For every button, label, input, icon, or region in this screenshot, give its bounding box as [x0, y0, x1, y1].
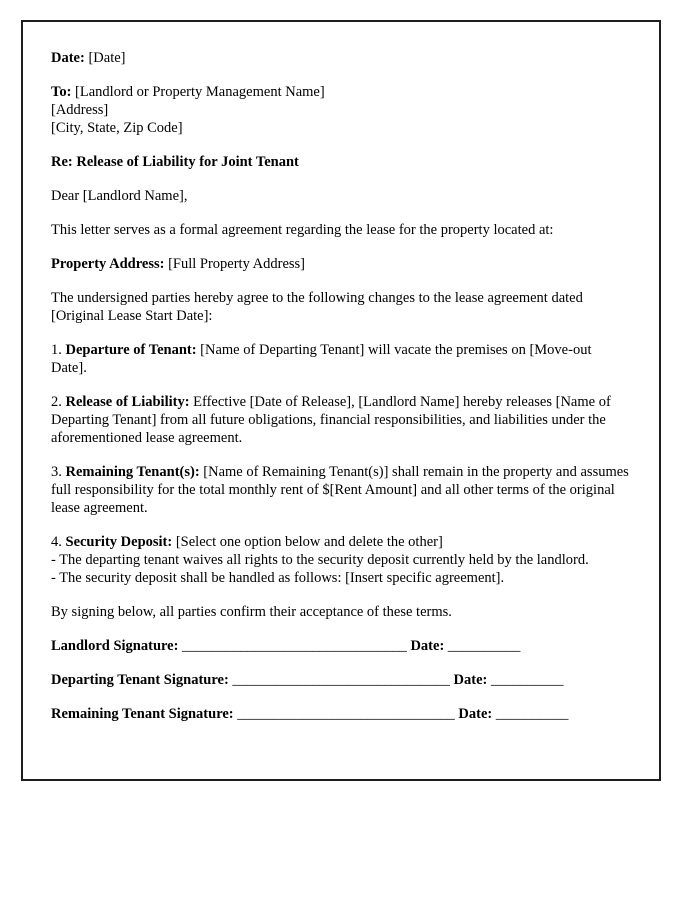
- clause-remaining-tenants: [51, 463, 629, 517]
- clause-text: [Select one option below and delete the other]: [175, 534, 443, 550]
- clause-label: Remaining Tenant(s):: [65, 464, 200, 480]
- date-blank-line: __________: [495, 706, 569, 722]
- salutation: Dear [Landlord Name],: [51, 188, 188, 204]
- clause-label: Departure of Tenant:: [65, 342, 197, 358]
- signature-row-remaining-tenant: [51, 705, 629, 723]
- clause-number: 3.: [51, 464, 62, 480]
- to-name: [Landlord or Property Management Name]: [75, 84, 325, 100]
- clause-number: 2.: [51, 394, 62, 410]
- deposit-option-handled: - The security deposit shall be handled as follows: [Insert specific agreement].: [51, 570, 505, 586]
- clause-label: Security Deposit:: [65, 534, 173, 550]
- clause-number: 1.: [51, 342, 62, 358]
- property-address-label: Property Address:: [51, 256, 165, 272]
- subject-line: [51, 153, 629, 171]
- property-address-line: [51, 255, 629, 273]
- signature-blank-line: ______________________________: [237, 706, 455, 722]
- clause-text: [Name of Departing Tenant] will vacate the premises on [Move-out Date].: [51, 342, 592, 376]
- letter-body: [23, 22, 659, 723]
- date-value: [Date]: [88, 50, 126, 66]
- signature-row-departing-tenant: [51, 671, 629, 689]
- signature-date-label: Date:: [453, 672, 488, 688]
- to-label: To:: [51, 84, 72, 100]
- date-label: Date:: [51, 50, 85, 66]
- signature-label: Landlord Signature:: [51, 638, 179, 654]
- clause-departure-of-tenant: [51, 341, 629, 377]
- signature-blank-line: ______________________________: [232, 672, 450, 688]
- recipient-block: [51, 83, 629, 137]
- clause-number: 4.: [51, 534, 62, 550]
- to-address: [Address]: [51, 102, 109, 118]
- letter-document-page: [21, 20, 661, 781]
- signature-date-label: Date:: [458, 706, 493, 722]
- signature-label: Remaining Tenant Signature:: [51, 706, 234, 722]
- clause-text: Effective [Date of Release], [Landlord Name] hereby releases [Name of Departing Tenant] from all future obligations, financial responsibilities, and liabilities under the aforementioned lease agreement.: [51, 394, 611, 446]
- date-blank-line: __________: [491, 672, 564, 688]
- clause-release-of-liability: [51, 393, 629, 447]
- clause-text: [Name of Remaining Tenant(s)] shall remain in the property and assumes full responsibility for the total monthly rent of $[Rent Amount] and all other terms of the original lease agreement.: [51, 464, 629, 516]
- signature-date-label: Date:: [410, 638, 445, 654]
- signature-blank-line: _______________________________: [182, 638, 407, 654]
- deposit-option-waive: - The departing tenant waives all rights to the security deposit currently held by the landlord.: [51, 552, 589, 568]
- signature-row-landlord: [51, 637, 629, 655]
- clause-label: Release of Liability:: [65, 394, 190, 410]
- signature-label: Departing Tenant Signature:: [51, 672, 229, 688]
- date-blank-line: __________: [447, 638, 521, 654]
- intro-paragraph: This letter serves as a formal agreement regarding the lease for the property located at:: [51, 222, 554, 238]
- property-address-value: [Full Property Address]: [168, 256, 306, 272]
- subject-text: Re: Release of Liability for Joint Tenant: [51, 154, 299, 170]
- clause-security-deposit: [51, 533, 629, 587]
- date-line: [51, 49, 629, 67]
- to-city-state-zip: [City, State, Zip Code]: [51, 120, 183, 136]
- closing-paragraph: By signing below, all parties confirm their acceptance of these terms.: [51, 604, 452, 620]
- agreement-intro-paragraph: The undersigned parties hereby agree to the following changes to the lease agreement dated [Original Lease Start Date]:: [51, 290, 583, 324]
